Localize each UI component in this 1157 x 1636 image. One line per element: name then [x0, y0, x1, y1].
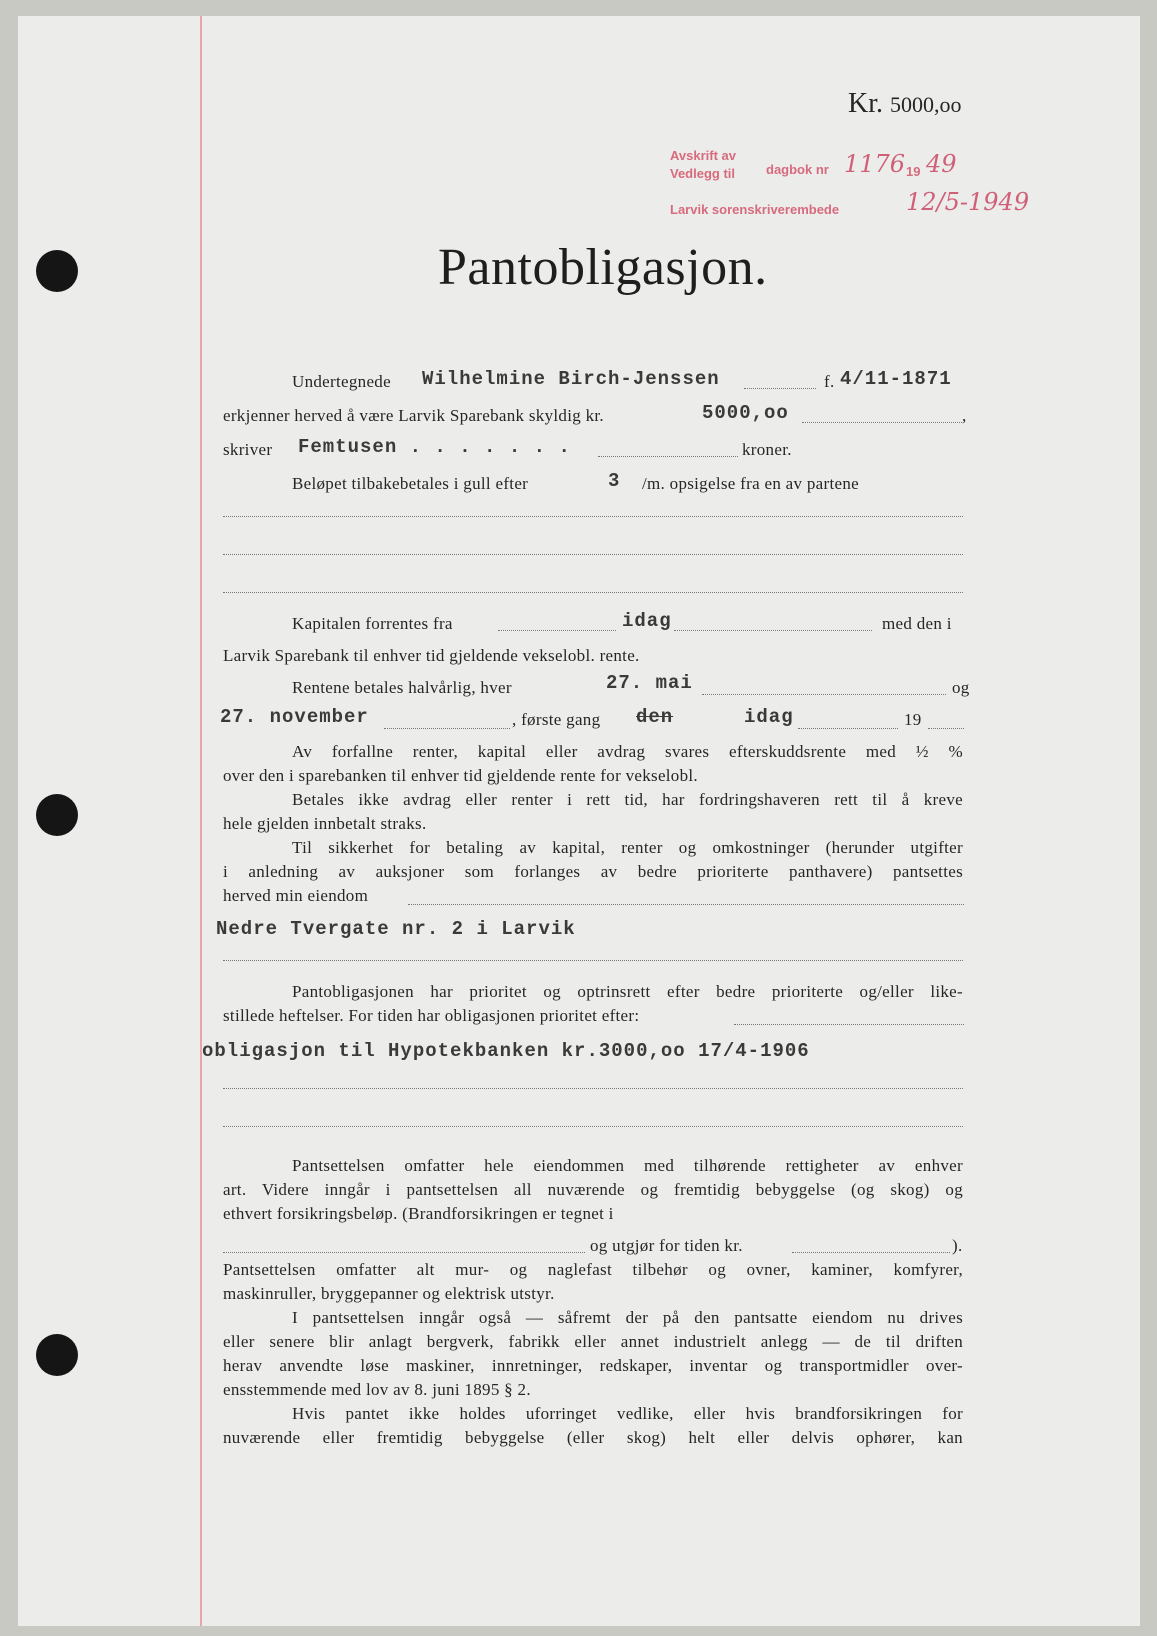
blank-dotted-line	[223, 592, 963, 593]
omfatter-line-2: art. Videre inngår i pantsettelsen all nuværende og fremtidig bebyggelse (og skog) og	[223, 1180, 963, 1199]
undertegnede-label: Undertegnede	[292, 372, 391, 391]
og-text: og	[952, 678, 970, 697]
dotted-line	[744, 388, 816, 389]
mur-line-1: Pantsettelsen omfatter alt mur- og naglefast tilbehør og ovner, kaminer, komfyrer,	[223, 1260, 963, 1279]
belop-text: Beløpet tilbakebetales i gull efter	[292, 474, 529, 493]
document-title: Pantobligasjon.	[438, 239, 768, 296]
punch-hole-bottom	[36, 1334, 78, 1376]
dotted-line	[928, 728, 964, 729]
inngar-line-1: I pantsettelsen inngår også — såfremt der på den pantsatte eiendom nu drives	[292, 1308, 963, 1327]
blank-dotted-line	[223, 1088, 963, 1089]
forste-gang-label: , første gang	[512, 710, 601, 729]
larvik-rate-line: Larvik Sparebank til enhver tid gjeldende vekselobl. rente.	[223, 646, 640, 665]
dotted-line	[792, 1252, 950, 1253]
notice-months: 3	[608, 470, 621, 492]
mur-line-2: maskinruller, bryggepanner og elektrisk utstyr.	[223, 1284, 555, 1303]
kroner-label: kroner.	[742, 440, 792, 459]
dotted-line	[223, 1252, 585, 1253]
stamp-dagbok-number: 1176	[844, 150, 906, 178]
stamp-date: 12/5-1949	[906, 188, 1030, 216]
omfatter-line-1: Pantsettelsen omfatter hele eiendommen med tilhørende rettigheter av enhver	[292, 1156, 963, 1175]
dotted-line	[598, 456, 738, 457]
stamp-year-prefix: 19	[906, 164, 921, 179]
stamp-line1: Avskrift av	[670, 148, 736, 163]
utgjor-text: og utgjør for tiden kr.	[590, 1236, 743, 1255]
sikkerhet-line-3: herved min eiendom	[223, 886, 369, 905]
payment-date-1: 27. mai	[606, 672, 693, 694]
prioritet-line-2: stillede heftelser. For tiden har obligasjonen prioritet efter:	[223, 1006, 640, 1025]
med-den-i-text: med den i	[882, 614, 952, 633]
first-payment-value: idag	[744, 706, 794, 728]
close-paren: ).	[952, 1236, 963, 1255]
dotted-line	[702, 694, 946, 695]
betales-line-2: hele gjelden innbetalt straks.	[223, 814, 427, 833]
amount-in-words: Femtusen . . . . . . .	[298, 436, 571, 458]
prioritet-line-1: Pantobligasjonen har prioritet og optrinsrett efter bedre prioriterte og/eller like-	[292, 982, 963, 1001]
sikkerhet-line-1: Til sikkerhet for betaling av kapital, renter og omkostninger (herunder utgifter	[292, 838, 963, 857]
inngar-line-2: eller senere blir anlagt bergverk, fabrikk eller annet industrielt anlegg — de til driften	[223, 1332, 963, 1351]
inngar-line-3: herav anvendte løse maskiner, innretninger, redskaper, inventar og transportmidler over-	[223, 1356, 963, 1375]
inngar-line-4: ensstemmende med lov av 8. juni 1895 § 2.	[223, 1380, 531, 1399]
year-19-label: 19	[904, 710, 922, 729]
forfallne-line-2: over den i sparebanken til enhver tid gjeldende rente for vekselobl.	[223, 766, 698, 785]
stamp-year-suffix: 49	[926, 150, 957, 178]
omfatter-line-3: ethvert forsikringsbeløp. (Brandforsikringen er tegnet i	[223, 1204, 614, 1223]
dotted-line	[498, 630, 616, 631]
struck-text: den	[636, 706, 674, 728]
amount-value: 5000,oo	[890, 92, 962, 117]
dotted-line	[798, 728, 898, 729]
dotted-line	[734, 1024, 964, 1025]
born-label: f.	[824, 372, 835, 391]
amount-header	[848, 88, 962, 120]
interest-from-date: idag	[622, 610, 672, 632]
kapitalen-label: Kapitalen forrentes fra	[292, 614, 453, 633]
red-margin-line	[200, 16, 202, 1626]
debtor-birthdate: 4/11-1871	[840, 368, 952, 390]
forfallne-line-1: Av forfallne renter, kapital eller avdrag svares efterskuddsrente med ½ %	[292, 742, 963, 761]
dotted-line	[384, 728, 510, 729]
blank-dotted-line	[223, 960, 963, 961]
erkjenner-text: erkjenner herved å være Larvik Sparebank skyldig kr.	[223, 406, 604, 425]
blank-dotted-line	[223, 516, 963, 517]
property-address: Nedre Tvergate nr. 2 i Larvik	[216, 918, 576, 940]
amount-prefix: Kr.	[848, 88, 883, 119]
punch-hole-top	[36, 250, 78, 292]
comma: ,	[962, 406, 967, 425]
punch-hole-middle	[36, 794, 78, 836]
stamp-dagbok-label: dagbok nr	[766, 162, 829, 177]
dotted-line	[408, 904, 964, 905]
rentene-label: Rentene betales halvårlig, hver	[292, 678, 512, 697]
blank-dotted-line	[223, 1126, 963, 1127]
stamp-office: Larvik sorenskriverembede	[670, 202, 840, 217]
sikkerhet-line-2: i anledning av auksjoner som forlanges av bedre prioriterte panthavere) pantsettes	[223, 862, 963, 881]
hvis-line-1: Hvis pantet ikke holdes uforringet vedlike, eller hvis brandforsikringen for	[292, 1404, 963, 1423]
payment-date-2: 27. november	[220, 706, 369, 728]
document-page	[18, 16, 1140, 1626]
opsigelse-text: /m. opsigelse fra en av partene	[642, 474, 859, 493]
hvis-line-2: nuværende eller fremtidig bebyggelse (eller skog) helt eller delvis ophører, kan	[223, 1428, 963, 1447]
prior-lien-entry: obligasjon til Hypotekbanken kr.3000,oo 17/4-1906	[202, 1040, 810, 1062]
debtor-name: Wilhelmine Birch-Jenssen	[422, 368, 720, 390]
dotted-line	[674, 630, 872, 631]
dotted-line	[802, 422, 962, 423]
stamp-line2: Vedlegg til	[670, 166, 736, 181]
blank-dotted-line	[223, 554, 963, 555]
skriver-label: skriver	[223, 440, 273, 459]
debt-amount: 5000,oo	[702, 402, 789, 424]
betales-line-1: Betales ikke avdrag eller renter i rett tid, har fordringshaveren rett til å kreve	[292, 790, 963, 809]
